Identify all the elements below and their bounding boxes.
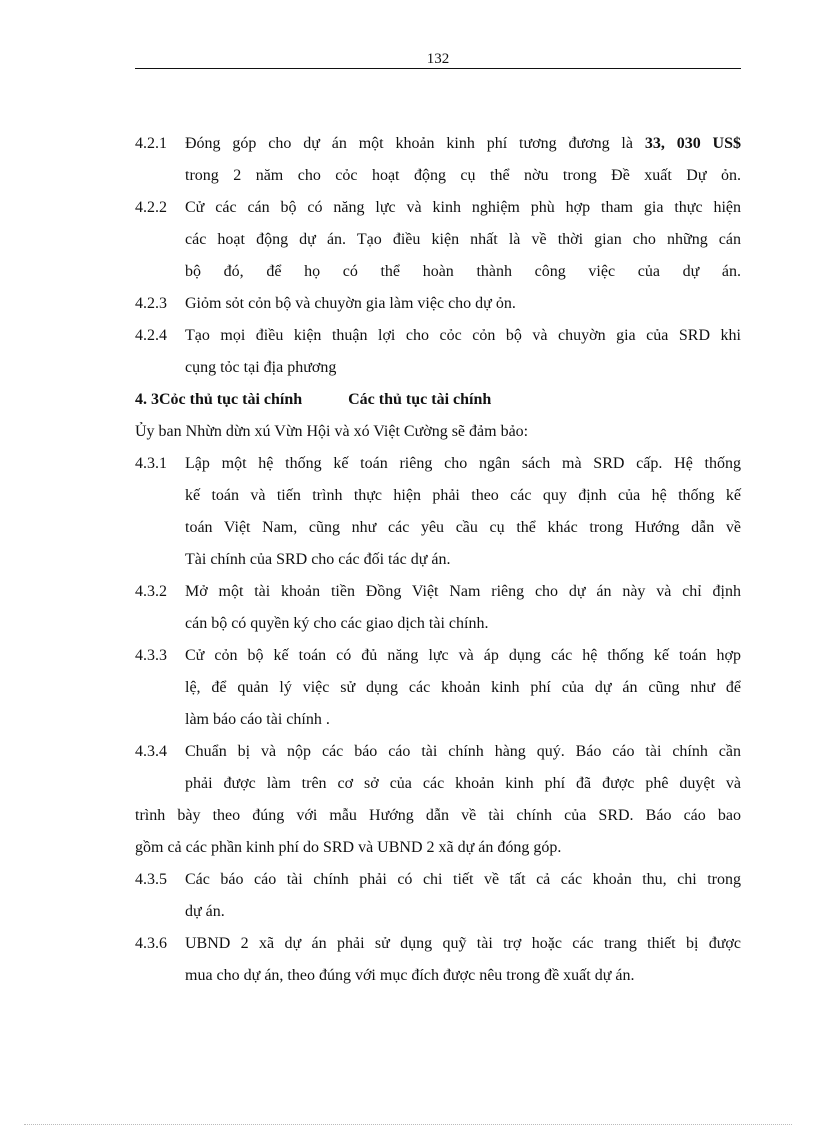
item-4-3-1-line-4: Tài chính của SRD cho các đối tác dự án. bbox=[185, 551, 451, 568]
item-text: Cử các cán bộ có năng lực và kinh nghiệm phù hợp tham gia thực hiện bbox=[185, 199, 741, 216]
item-text: Các báo cáo tài chính phải có chi tiết về tất cả các khoản thu, chi trong bbox=[185, 871, 741, 888]
amount-highlight: 33, 030 US$ bbox=[644, 135, 742, 152]
item-4-2-2-line-3: bộ đó, để họ có thể hoàn thành công việc của dự án. bbox=[185, 263, 741, 280]
item-number: 4.3.4 bbox=[135, 743, 167, 760]
item-4-2-1-line-1 bbox=[135, 128, 741, 160]
item-number: 4.3.2 bbox=[135, 583, 167, 600]
item-4-2-4-line-1 bbox=[135, 320, 741, 352]
item-4-2-1-line-2: trong 2 năm cho cỏc hoạt động cụ thể nờu trong Đề xuất Dự ỏn. bbox=[185, 167, 741, 184]
item-number: 4.3.5 bbox=[135, 871, 167, 888]
item-text: Chuẩn bị và nộp các báo cáo tài chính hàng quý. Báo cáo tài chính cần bbox=[185, 743, 741, 760]
item-4-3-2-line-1 bbox=[135, 576, 741, 608]
item-number: 4.3.1 bbox=[135, 455, 167, 472]
item-4-2-2-line-2: các hoạt động dự án. Tạo điều kiện nhất là về thời gian cho những cán bbox=[185, 231, 741, 248]
item-4-2-4-line-2: cụng tỏc tại địa phương bbox=[185, 359, 337, 376]
page-number: 132 bbox=[426, 51, 450, 67]
item-number: 4.2.3 bbox=[135, 295, 167, 312]
item-4-3-4-line-3: trình bày theo đúng với mẫu Hướng dẫn về tài chính của SRD. Báo cáo bao bbox=[135, 807, 741, 824]
item-4-3-4-line-4: gồm cả các phần kinh phí do SRD và UBND 2 xã dự án đóng góp. bbox=[135, 839, 562, 856]
item-4-3-3-line-1 bbox=[135, 640, 741, 672]
item-4-3-4-line-2: phải được làm trên cơ sở của các khoản kinh phí đã được phê duyệt và bbox=[185, 775, 741, 792]
item-4-3-3-line-2: lệ, để quản lý việc sử dụng các khoản kinh phí của dự án cũng như để bbox=[185, 679, 741, 696]
item-text: Lập một hệ thống kế toán riêng cho ngân sách mà SRD cấp. Hệ thống bbox=[185, 455, 741, 472]
section-title: 4. 3Cỏc thủ tục tài chính bbox=[135, 391, 303, 408]
section-intro: Ủy ban Nhừn dừn xú Vừn Hội và xó Việt Cường sẽ đảm bảo: bbox=[135, 423, 529, 440]
item-4-3-4-line-1 bbox=[135, 736, 741, 768]
item-text: Tạo mọi điều kiện thuận lợi cho cỏc cỏn bộ và chuyờn gia của SRD khi bbox=[185, 327, 741, 344]
item-number: 4.2.4 bbox=[135, 327, 167, 344]
item-number: 4.3.3 bbox=[135, 647, 167, 664]
item-4-2-3-line-1 bbox=[135, 288, 741, 320]
item-text: Đóng góp cho dự án một khoản kinh phí tương đương là bbox=[185, 135, 645, 152]
item-text: Cử cỏn bộ kế toán có đủ năng lực và áp dụng các hệ thống kế toán hợp bbox=[185, 647, 741, 664]
header-rule bbox=[135, 68, 741, 69]
section-heading bbox=[135, 384, 741, 416]
item-4-3-1-line-2: kế toán và tiến trình thực hiện phải theo các quy định của hệ thống kế bbox=[185, 487, 741, 504]
document-body bbox=[135, 128, 741, 992]
item-number: 4.2.1 bbox=[135, 135, 167, 152]
item-4-3-3-line-3: làm báo cáo tài chính . bbox=[185, 711, 330, 728]
item-text: Mở một tài khoản tiền Đồng Việt Nam riêng cho dự án này và chỉ định bbox=[185, 583, 741, 600]
item-4-3-6-line-1 bbox=[135, 928, 741, 960]
item-text: Giỏm sỏt cỏn bộ và chuyờn gia làm việc cho dự ỏn. bbox=[185, 295, 516, 312]
item-4-2-2-line-1 bbox=[135, 192, 741, 224]
section-subtitle: Các thủ tục tài chính bbox=[348, 391, 492, 408]
item-text: UBND 2 xã dự án phải sử dụng quỹ tài trợ hoặc các trang thiết bị được bbox=[185, 935, 741, 952]
item-4-3-2-line-2: cán bộ có quyền ký cho các giao dịch tài chính. bbox=[185, 615, 489, 632]
item-4-3-5-line-1 bbox=[135, 864, 741, 896]
item-number: 4.3.6 bbox=[135, 935, 167, 952]
item-4-3-5-line-2: dự án. bbox=[185, 903, 225, 920]
item-4-3-6-line-2: mua cho dự án, theo đúng với mục đích được nêu trong đề xuất dự án. bbox=[185, 967, 635, 984]
item-4-3-1-line-3: toán Việt Nam, cũng như các yêu cầu cụ thể khác trong Hướng dẫn về bbox=[185, 519, 741, 536]
item-number: 4.2.2 bbox=[135, 199, 167, 216]
item-4-3-1-line-1 bbox=[135, 448, 741, 480]
